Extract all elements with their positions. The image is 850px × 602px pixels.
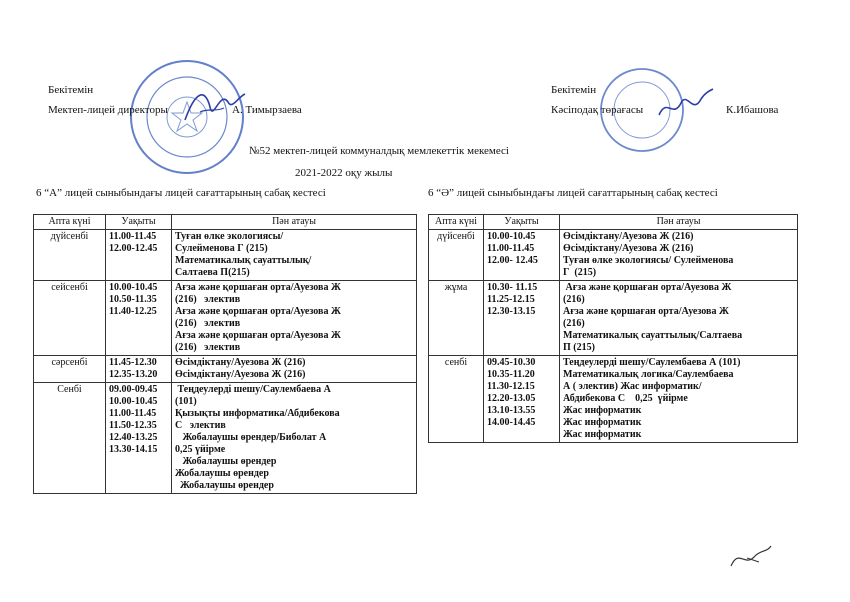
subject-line: Абдибекова С 0,25 үйірме: [563, 393, 688, 404]
subject-line: Ағза және қоршаған орта/Ауезова Ж: [563, 306, 729, 317]
subject-line: Қызықты информатика/Абдибекова: [175, 408, 340, 419]
subject-line: (216) электив: [175, 294, 241, 305]
time-slot: 09.45-10.30: [487, 357, 536, 368]
subject-line: Өсімдіктану/Ауезова Ж (216): [563, 231, 694, 242]
header-subject: Пән атауы: [560, 215, 798, 230]
subject-cell: [172, 383, 417, 494]
time-slot: 12.00-12.45: [109, 243, 158, 254]
subject-line: Математикалық сауаттылық/Салтаева: [563, 330, 743, 341]
time-slot: 12.40-13.25: [109, 432, 158, 443]
time-cell: [106, 356, 172, 383]
approval-left-label: Бекітемін: [48, 84, 94, 96]
time-cell: [106, 230, 172, 281]
table-row: [34, 281, 417, 356]
schedule-table-a: [33, 214, 417, 494]
table-header-row: [429, 215, 798, 230]
subject-line: Сулейменова Г (215): [175, 243, 268, 254]
subject-line: Жобалаушы өрендер: [175, 456, 277, 467]
time-slot: 10.35-11.20: [487, 369, 535, 380]
page-mark-signature: [725, 542, 775, 572]
subject-line: А ( электив) Жас информатик/: [563, 381, 702, 392]
time-cell: [484, 281, 560, 356]
time-cell: [106, 281, 172, 356]
time-slot: 11.30-12.15: [487, 381, 535, 392]
time-slot: 13.10-13.55: [487, 405, 536, 416]
subject-line: П (215): [563, 342, 595, 353]
time-slot: 10.00-10.45: [109, 396, 158, 407]
time-slot: 11.00-11.45: [109, 408, 157, 419]
approval-right-label: Бекітемін: [551, 84, 597, 96]
subject-line: Жобалаушы өрендер/Биболат А: [175, 432, 327, 443]
table-row: [429, 356, 798, 443]
subject-line: Жас информатик: [563, 405, 642, 416]
time-slot: 11.25-12.15: [487, 294, 535, 305]
header-subject: Пән атауы: [172, 215, 417, 230]
subject-line: Жас информатик: [563, 417, 642, 428]
day-cell: сейсенбі: [34, 281, 106, 356]
table-b-title: 6 “Ә” лицей сыныбындағы лицей сағаттарының сабақ кестесі: [428, 187, 718, 199]
table-row: [429, 230, 798, 281]
table-row: [34, 383, 417, 494]
subject-line: Теңдеулерді шешу/Саулембаева А: [175, 384, 331, 395]
time-slot: 09.00-09.45: [109, 384, 158, 395]
day-cell: дүйсенбі: [429, 230, 484, 281]
subject-line: (101): [175, 396, 197, 407]
time-cell: [484, 356, 560, 443]
time-slot: 12.20-13.05: [487, 393, 536, 404]
subject-line: Өсімдіктану/Ауезова Ж (216): [175, 369, 306, 380]
subject-cell: [172, 356, 417, 383]
day-cell: Сенбі: [34, 383, 106, 494]
table-row: [34, 230, 417, 281]
subject-line: Туған өлке экологиясы/ Сулейменова: [563, 255, 734, 266]
subject-line: (216) электив: [175, 342, 241, 353]
time-slot: 11.50-12.35: [109, 420, 157, 431]
approval-left-name: А. Тимырзаева: [232, 104, 302, 116]
time-cell: [106, 383, 172, 494]
approval-right-position: Кәсіподақ төрағасы: [551, 104, 644, 116]
subject-line: 0,25 үйірме: [175, 444, 226, 455]
subject-cell: [560, 356, 798, 443]
subject-cell: [560, 281, 798, 356]
approval-right-name: К.Ибашова: [726, 104, 779, 116]
day-cell: сәрсенбі: [34, 356, 106, 383]
header-time: Уақыты: [106, 215, 172, 230]
header-day: Апта күні: [429, 215, 484, 230]
time-slot: 10.50-11.35: [109, 294, 157, 305]
time-slot: 13.30-14.15: [109, 444, 158, 455]
time-cell: [484, 230, 560, 281]
academic-year: 2021-2022 оқу жылы: [295, 167, 393, 179]
subject-line: Өсімдіктану/Ауезова Ж (216): [563, 243, 694, 254]
subject-cell: [172, 230, 417, 281]
subject-line: Г (215): [563, 267, 597, 278]
time-slot: 11.00-11.45: [487, 243, 535, 254]
subject-line: (216): [563, 318, 585, 329]
subject-line: Жас информатик: [563, 429, 642, 440]
subject-line: Ағза және қоршаған орта/Ауезова Ж: [175, 282, 341, 293]
subject-line: Жобалаушы өрендер: [175, 480, 274, 491]
time-slot: 10.00-10.45: [109, 282, 158, 293]
table-header-row: [34, 215, 417, 230]
table-row: [34, 356, 417, 383]
union-signature: [655, 85, 715, 125]
subject-line: Ағза және қоршаған орта/Ауезова Ж: [175, 306, 341, 317]
subject-line: С электив: [175, 420, 226, 431]
approval-left-position: Мектеп-лицей директоры: [48, 104, 168, 116]
time-slot: 11.00-11.45: [109, 231, 157, 242]
subject-line: (216): [563, 294, 585, 305]
time-slot: 12.35-13.20: [109, 369, 158, 380]
subject-line: Ағза және қоршаған орта/Ауезова Ж: [563, 282, 732, 293]
table-row: [429, 281, 798, 356]
time-slot: 12.00- 12.45: [487, 255, 538, 266]
subject-line: Салтаева П(215): [175, 267, 250, 278]
time-slot: 10.00-10.45: [487, 231, 536, 242]
time-slot: 11.45-12.30: [109, 357, 157, 368]
day-cell: сенбі: [429, 356, 484, 443]
subject-cell: [560, 230, 798, 281]
subject-line: Математикалық логика/Саулембаева: [563, 369, 734, 380]
schedule-table-b: [428, 214, 798, 443]
subject-line: Математикалық сауаттылық/: [175, 255, 312, 266]
subject-line: (216) электив: [175, 318, 241, 329]
day-cell: жұма: [429, 281, 484, 356]
time-slot: 14.00-14.45: [487, 417, 536, 428]
subject-line: Өсімдіктану/Ауезова Ж (216): [175, 357, 306, 368]
table-a-title: 6 “А” лицей сыныбындағы лицей сағаттарының сабақ кестесі: [36, 187, 326, 199]
subject-line: Ағза және қоршаған орта/Ауезова Ж: [175, 330, 341, 341]
subject-line: Жобалаушы өрендер: [175, 468, 269, 479]
time-slot: 11.40-12.25: [109, 306, 157, 317]
institution-name: №52 мектеп-лицей коммуналдық мемлекеттік мекемесі: [249, 145, 509, 157]
subject-line: Теңдеулерді шешу/Саулембаева А (101): [563, 357, 741, 368]
day-cell: дүйсенбі: [34, 230, 106, 281]
header-time: Уақыты: [484, 215, 560, 230]
time-slot: 10.30- 11.15: [487, 282, 538, 293]
time-slot: 12.30-13.15: [487, 306, 536, 317]
subject-line: Туған өлке экологиясы/: [175, 231, 284, 242]
subject-cell: [172, 281, 417, 356]
header-day: Апта күні: [34, 215, 106, 230]
